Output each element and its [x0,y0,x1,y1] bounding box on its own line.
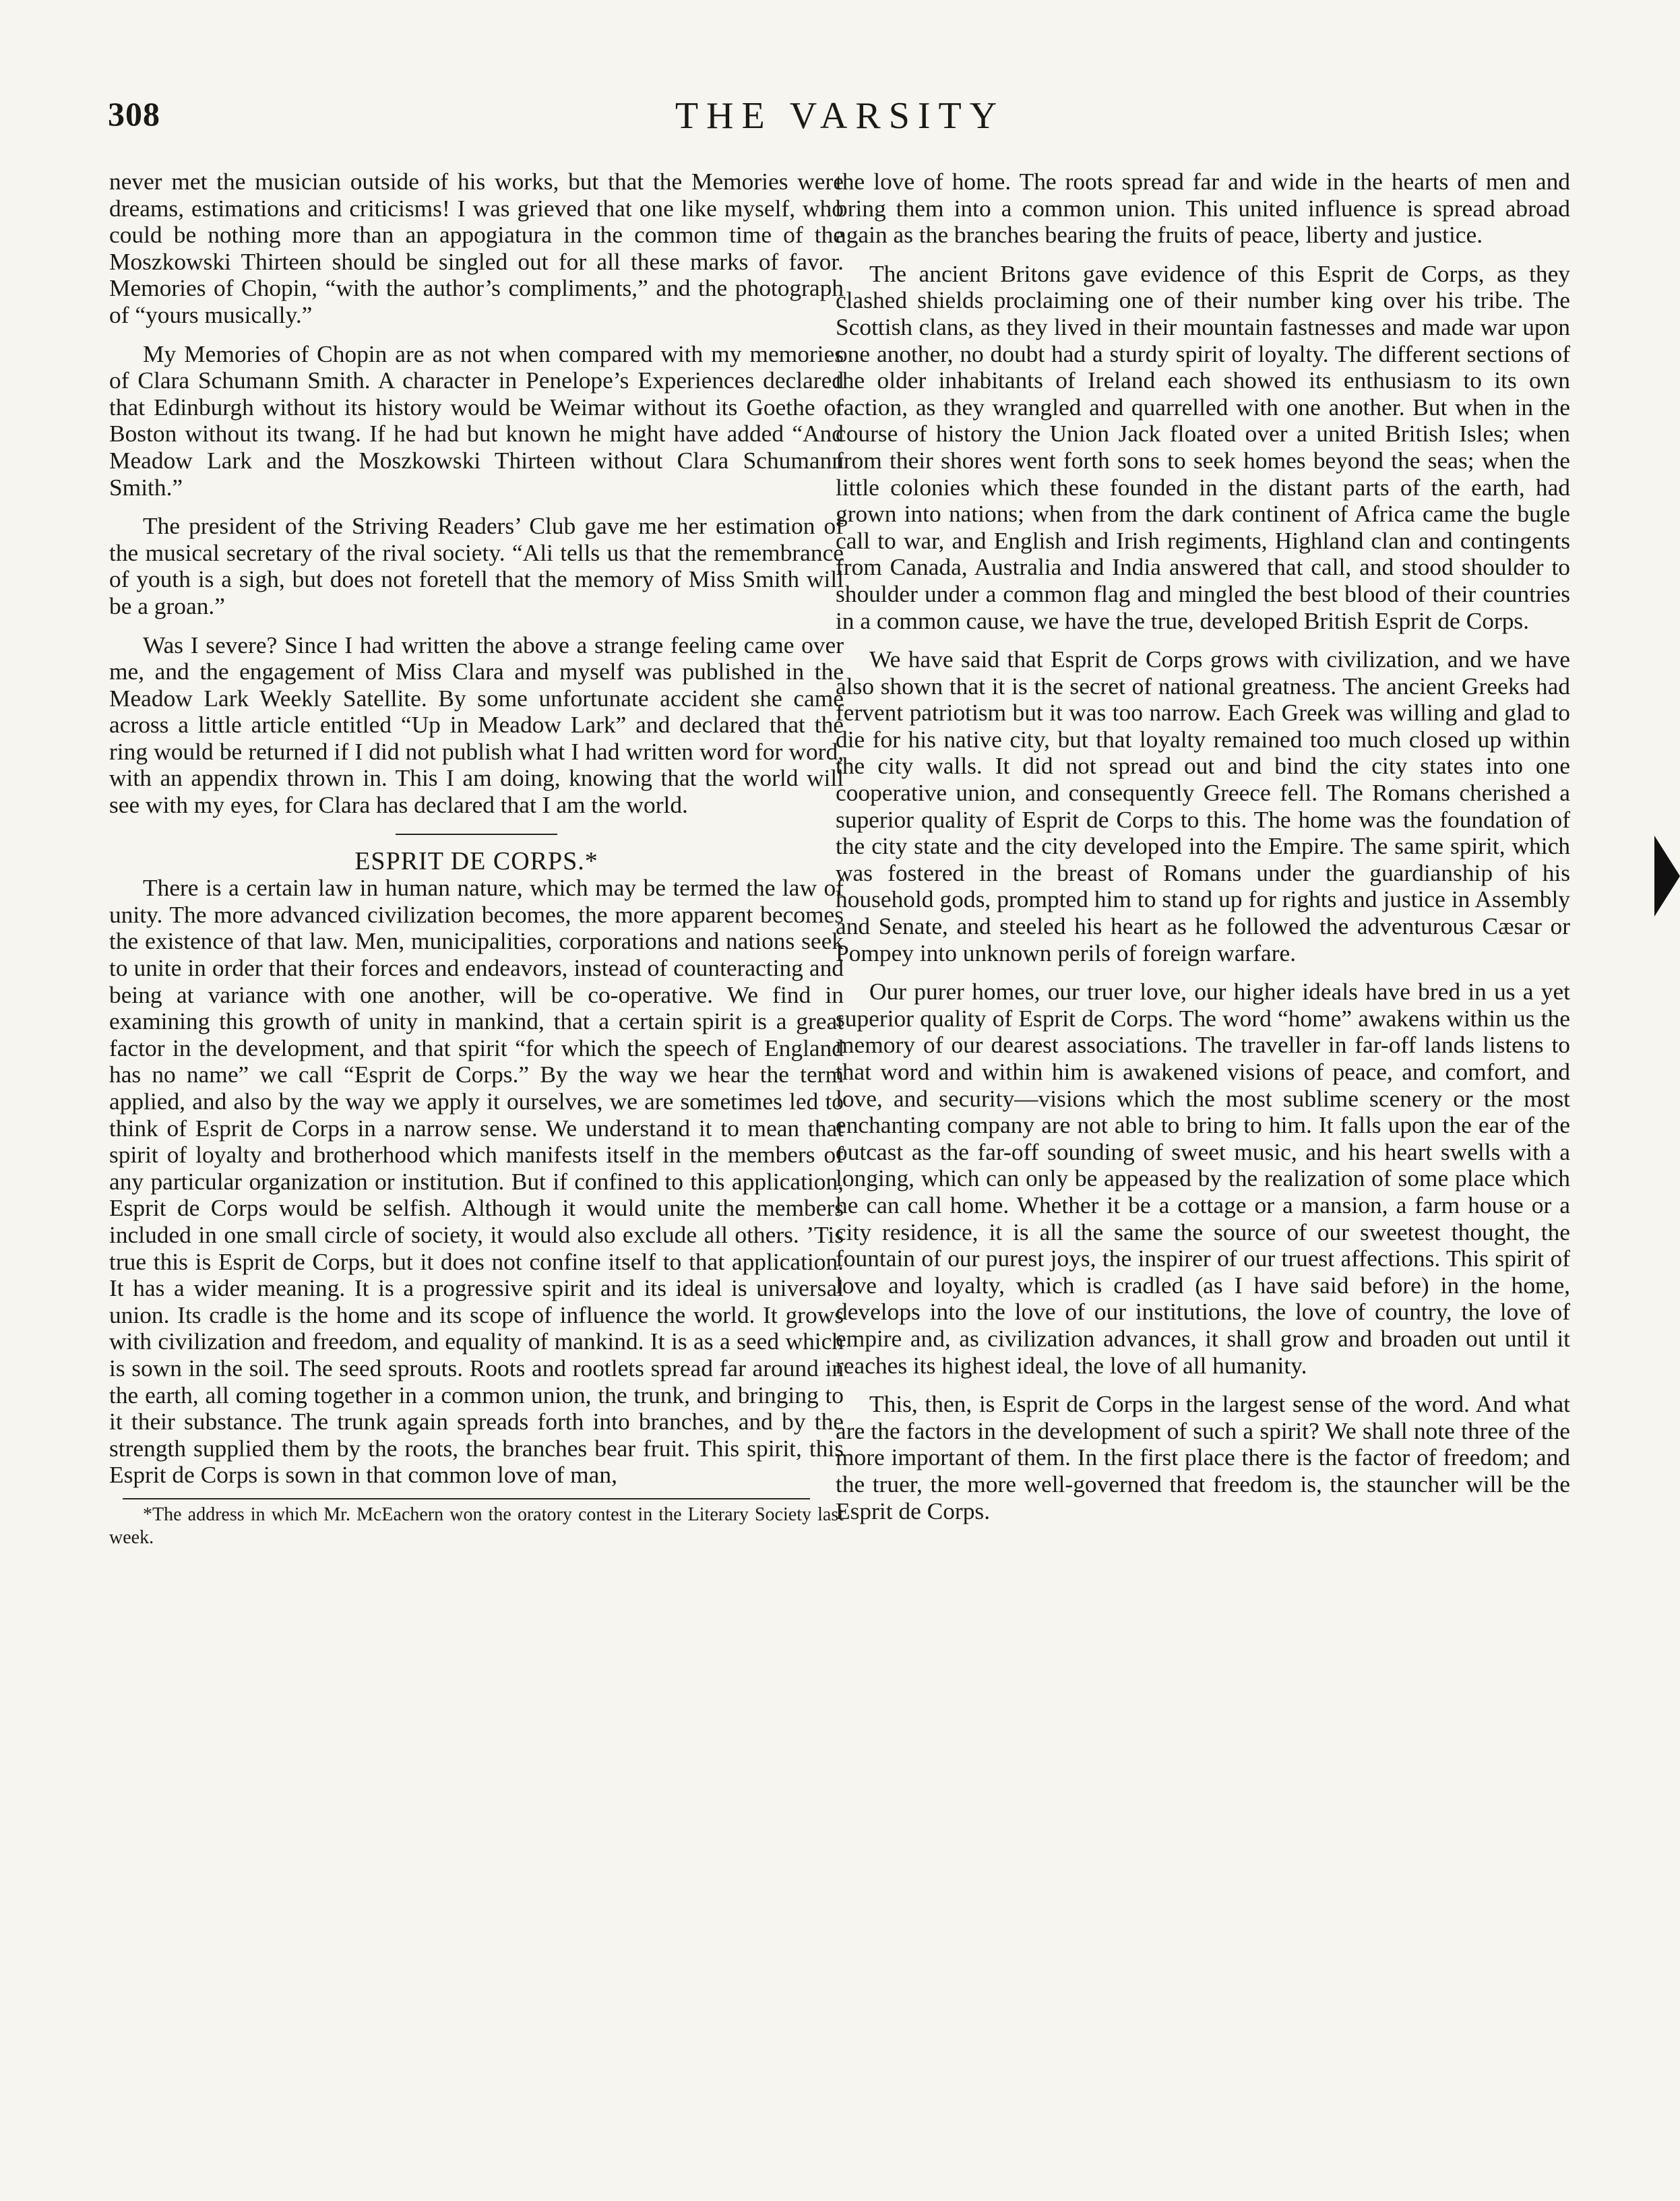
paragraph: This, then, is Esprit de Corps in the largest sense of the word. And what are the factors in the development of such a spirit? We shall note three of the more important of them. In the first place there is the factor of freedom; and the truer, the more well-governed that freedom is, the stauncher will be the Esprit de Corps. [836,1390,1570,1524]
page-number: 308 [108,95,160,133]
right-column [836,168,1570,1524]
paragraph: There is a certain law in human nature, which may be termed the law of unity. The more advanced civilization becomes, the more apparent becomes the existence of that law. Men, municipalities, corporations and nations seek to unite in order that their forces and endeavors, instead of counteracting and being at variance with one another, will be co-operative. We find in examining this growth of unity in mankind, that a certain spirit is a great factor in the development, and that spirit “for which the speech of England has no name” we call “Esprit de Corps.” By the way we hear the term applied, and also by the way we apply it ourselves, we are sometimes led to think of Esprit de Corps in a narrow sense. We understand it to mean that spirit of loyalty and brotherhood which manifests itself in the members of any particular organization or institution. But if confined to this application, Esprit de Corps would be selfish. Although it would unite the members included in one small circle of society, it would also exclude all others. ’Tis true this is Esprit de Corps, but it does not confine itself to that application. It has a wider meaning. It is a progressive spirit and its ideal is universal union. Its cradle is the home and its scope of influence the world. It grows with civilization and freedom, and equality of mankind. It is as a seed which is sown in the soil. The seed sprouts. Roots and rootlets spread far around in the earth, all coming together in a common union, the trunk, and bringing to it their substance. The trunk again spreads forth into branches, and by the strength supplied them by the roots, the branches bear fruit. This spirit, this Esprit de Corps is sown in that common love of man, [109,874,844,1489]
footnote-rule [123,1498,810,1499]
running-head: THE VARSITY [675,95,1005,137]
article-heading: ESPRIT DE CORPS.* [354,846,598,875]
paragraph: The ancient Britons gave evidence of this Esprit de Corps, as they clashed shields proclaiming one of their number king over his tribe. The Scottish clans, as they lived in their mountain fastnesses and made war upon one another, no doubt had a sturdy spirit of loyalty. The different sections of the older inhabitants of Ireland each showed its enthusiasm to its own faction, as they wrangled and quarrelled with one another. But when in the course of history the Union Jack floated over a united British Isles; when from their shores went forth sons to seek homes beyond the seas; when the little colonies which these founded in the distant parts of the earth, had grown into nations; when from the dark continent of Africa came the bugle call to war, and English and Irish regiments, Highland clan and contingents from Canada, Australia and India answered that call, and stood shoulder to shoulder under a common flag and mingled the best blood of their countries in a common cause, we have the true, developed British Esprit de Corps. [836,259,1570,634]
paragraph: never met the musician outside of his works, but that the Memories were dreams, estimations and criticisms! I was grieved that one like myself, who could be nothing more than an appogiatura in the common time of the Moszkowski Thirteen should be singled out for all these marks of favor. Memories of Chopin, “with the author’s compliments,” and the photograph of “yours musically.” [109,168,844,328]
paragraph: the love of home. The roots spread far and wide in the hearts of men and bring them into a common union. This united influence is spread abroad again as the branches bearing the fruits of peace, liberty and justice. [836,168,1570,249]
paragraph: The president of the Striving Readers’ Club gave me her estimation of the musical secretary of the rival society. “Ali tells us that the remembrance of youth is a sigh, but does not foretell that the memory of Miss Smith will be a groan.” [109,512,844,619]
paragraph: We have said that Esprit de Corps grows with civilization, and we have also shown that it is the secret of national greatness. The ancient Greeks had fervent patriotism but it was too narrow. Each Greek was willing and glad to die for his native city, but that loyalty remained too much closed up within the city walls. It did not spread out and bind the city states into one cooperative union, and consequently Greece fell. The Romans cherished a superior quality of Esprit de Corps to this. The home was the foundation of the city state and the city developed into the Empire. The same spirit, which was fostered in the breast of Romans under the guardianship of his household gods, prompted him to stand up for rights and justice in Assembly and Senate, and steeled his heart as he followed the adventurous Cæsar or Pompey into unknown perils of foreign warfare. [836,646,1570,966]
paragraph: Our purer homes, our truer love, our higher ideals have bred in us a yet superior quality of Esprit de Corps. The word “home” awakens within us the memory of our dearest associations. The traveller in far-off lands listens to that word and within him is awakened visions of peace, and comfort, and love, and security—visions which the most sublime scenery or the most enchanting company are not able to bring to him. It falls upon the ear of the outcast as the far-off sounding of sweet music, and his heart swells with a longing, which can only be appeased by the realization of some place which he can call home. Whether it be a cottage or a mansion, a farm house or a city residence, it is all the same the source of our sweetest thought, the fountain of our purest joys, the inspirer of our truest affections. This spirit of love and loyalty, which is cradled (as I have said before) in the home, develops into the love of our institutions, the love of country, the love of empire and, as civilization advances, it shall grow and broaden out until it reaches its highest ideal, the love of all humanity. [836,978,1570,1379]
footnote: *The address in which Mr. McEachern won the oratory contest in the Literary Society last week. [109,1504,844,1548]
paragraph: Was I severe? Since I had written the above a strange feeling came over me, and the engagement of Miss Clara and myself was published in the Meadow Lark Weekly Satellite. By some unfortunate accident she came across a little article entitled “Up in Meadow Lark” and declared that the ring would be returned if I did not publish what I had written word for word, with an appendix thrown in. This I am doing, knowing that the world will see with my eyes, for Clara has declared that I am the world. [109,631,844,819]
left-column [109,168,844,1549]
paragraph: My Memories of Chopin are as not when compared with my memories of Clara Schumann Smith. A character in Penelope’s Experiences declared that Edinburgh without its history would be Weimar without its Goethe or Boston without its twang. If he had but known he might have added “And Meadow Lark and the Moszkowski Thirteen without Clara Schumann Smith.” [109,340,844,501]
section-divider [396,834,557,835]
page-edge-mark [1654,836,1680,917]
